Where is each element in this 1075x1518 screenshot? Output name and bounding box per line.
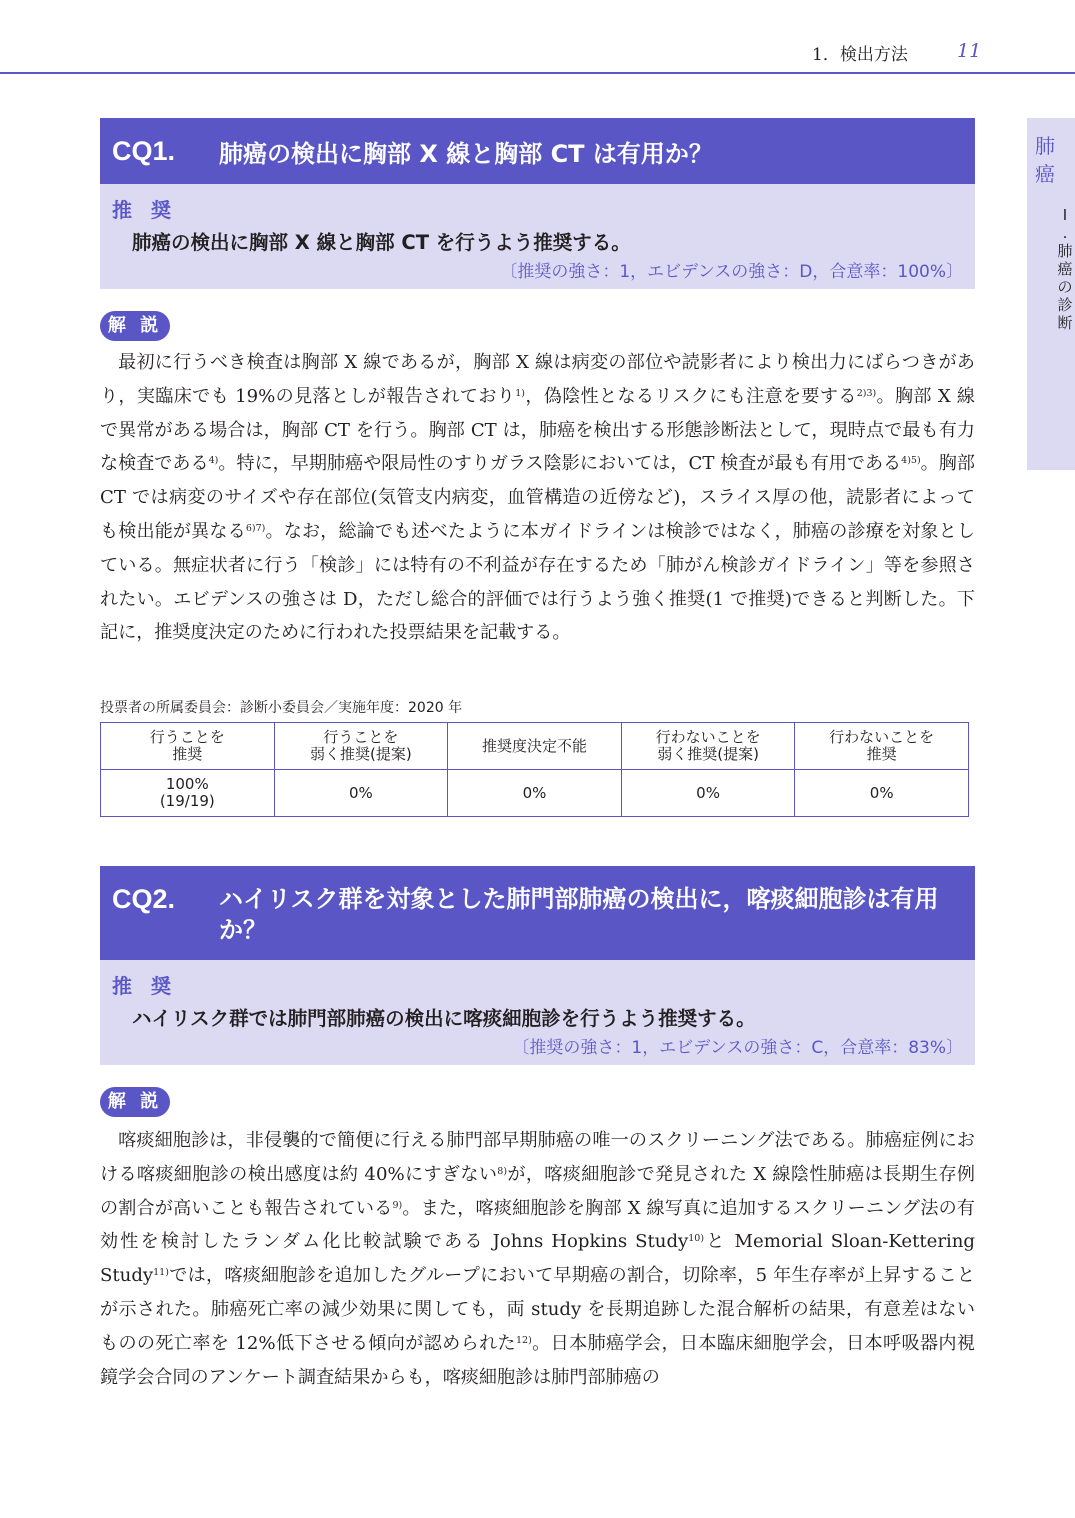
cq1-recommendation-box [100, 184, 975, 289]
cq1-label: CQ1. [112, 135, 176, 166]
chapter-side-tab [1027, 118, 1075, 470]
citation: 4) [208, 455, 219, 467]
cq2-body-paragraph: 喀痰細胞診は，非侵襲的で簡便に行える肺門部早期肺癌の唯一のスクリーニング法である。肺癌症例における喀痰細胞診の検出感度は約 40%にすぎない$^{8)}$が，喀痰細胞診で発見された X 線陰性肺癌は長期生存例の割合が高いことも報告されている$^{9)}$。また，喀痰細胞診を胸部 X 線写真に追加するスクリーニング法の有効性を検討したランダム化比較試験である Johns Hopkins Study$^{10)}$と Memorial Sloan-Kettering Study$^{11)}$では，喀痰細胞診を追加したグループにおいて早期癌の割合，切除率，5 年生存率が上昇することが示された。肺癌死亡率の減少効果に関しても，両 study を長期追跡した混合解析の結果，有意差はないものの死亡率を 12%低下させる傾向が認められた$^{12)}$。日本肺癌学会，日本臨床細胞学会，日本呼吸器内視鏡学会合同のアンケート調査結果からも，喀痰細胞診は肺門部肺癌の [100, 1130, 975, 1388]
cq1-body-paragraph: 最初に行うべき検査は胸部 X 線であるが，胸部 X 線は病変の部位や読影者により検出力にばらつきがあり，実臨床でも 19%の見落としが報告されており$^{1)}$，偽陰性となるリスクにも注意を要する$^{2)3)}$。胸部 X 線で異常がある場合は，胸部 CT を行う。胸部 CT は，肺癌を検出する形態診断法として，現時点で最も有力な検査である$^{4)}$。特に，早期肺癌や限局性のすりガラス陰影においては，CT 検査が最も有用である$^{4)5)}$。胸部 CT では病変のサイズや存在部位(気管支内病変，血管構造の近傍など)，スライス厚の他，読影者によっても検出能が異なる$^{6)7)}$。なお，総論でも述べたように本ガイドラインは検診ではなく，肺癌の診療を対象としている。無症状者に行う「検診」には特有の不利益が存在するため「肺がん検診ガイドライン」等を参照されたい。エビデンスの強さは D，ただし総合的評価では行うよう強く推奨(1 で推奨)できると判断した。下記に，推奨度決定のために行われた投票結果を記載する。 [100, 352, 975, 644]
vote-header-cell: 行うことを 弱く推奨(提案) [274, 723, 448, 770]
cq1-title: 肺癌の検出に胸部 X 線と胸部 CT は有用か？ [219, 139, 713, 168]
vote-value-cell: 100% (19/19) [101, 770, 275, 817]
cq2-title: ハイリスク群を対象とした肺門部肺癌の検出に，喀痰細胞診は有用か？ [219, 885, 939, 944]
cq2-recommendation-box [100, 960, 975, 1065]
cq2-header [100, 866, 975, 960]
cq2-kaisetsu-badge: 解 説 [100, 1087, 170, 1117]
cq2-rec-heading: 推 奨 [112, 974, 177, 998]
page-number: 11 [957, 40, 982, 62]
cq1-rec-text: 肺癌の検出に胸部 X 線と胸部 CT を行うよう推奨する。 [132, 231, 631, 254]
vote-header-row [101, 723, 969, 770]
vote-header-cell: 行うことを 推奨 [101, 723, 275, 770]
vote-header-cell: 推奨度決定不能 [448, 723, 622, 770]
vote-value-cell: 0% [448, 770, 622, 817]
running-head: 1．検出方法 [812, 45, 908, 65]
cq1-block [100, 118, 975, 289]
vote-value-row [101, 770, 969, 817]
vote-header-cell: 行わないことを 推奨 [795, 723, 969, 770]
cq2-rec-strength: 〔推奨の強さ：1，エビデンスの強さ：C，合意率：83%〕 [512, 1038, 963, 1058]
cq2-label: CQ2. [112, 884, 176, 914]
cq1-rec-strength: 〔推奨の強さ：1，エビデンスの強さ：D，合意率：100%〕 [500, 262, 963, 282]
vote-value-cell: 0% [274, 770, 448, 817]
vote-value-cell: 0% [795, 770, 969, 817]
cq1-header [100, 118, 975, 184]
cq1-kaisetsu-badge: 解 説 [100, 311, 170, 341]
vote-header-cell: 行わないことを 弱く推奨(提案) [621, 723, 795, 770]
cq2-body [100, 1124, 975, 1394]
citation: 10) [688, 1233, 705, 1245]
header-rule [0, 72, 1075, 74]
side-tab-section: I . 肺 癌 の 診 断 [1057, 206, 1073, 332]
citation: 2)3) [856, 387, 877, 399]
citation: 6)7) [245, 522, 266, 534]
vote-caption: 投票者の所属委員会：診断小委員会／実施年度：2020 年 [100, 700, 463, 716]
cq1-rec-heading: 推 奨 [112, 198, 177, 222]
citation: 12) [516, 1334, 532, 1346]
citation: 11) [153, 1267, 169, 1279]
citation: 9) [392, 1199, 403, 1211]
side-tab-chapter: 肺 癌 [1035, 134, 1055, 186]
citation: 8) [497, 1165, 508, 1177]
vote-table [100, 722, 969, 817]
vote-value-cell: 0% [621, 770, 795, 817]
cq2-block [100, 866, 975, 1065]
citation: 4)5) [901, 455, 921, 467]
cq1-body [100, 346, 975, 650]
cq2-rec-text: ハイリスク群では肺門部肺癌の検出に喀痰細胞診を行うよう推奨する。 [132, 1007, 756, 1030]
citation: 1) [515, 387, 525, 399]
